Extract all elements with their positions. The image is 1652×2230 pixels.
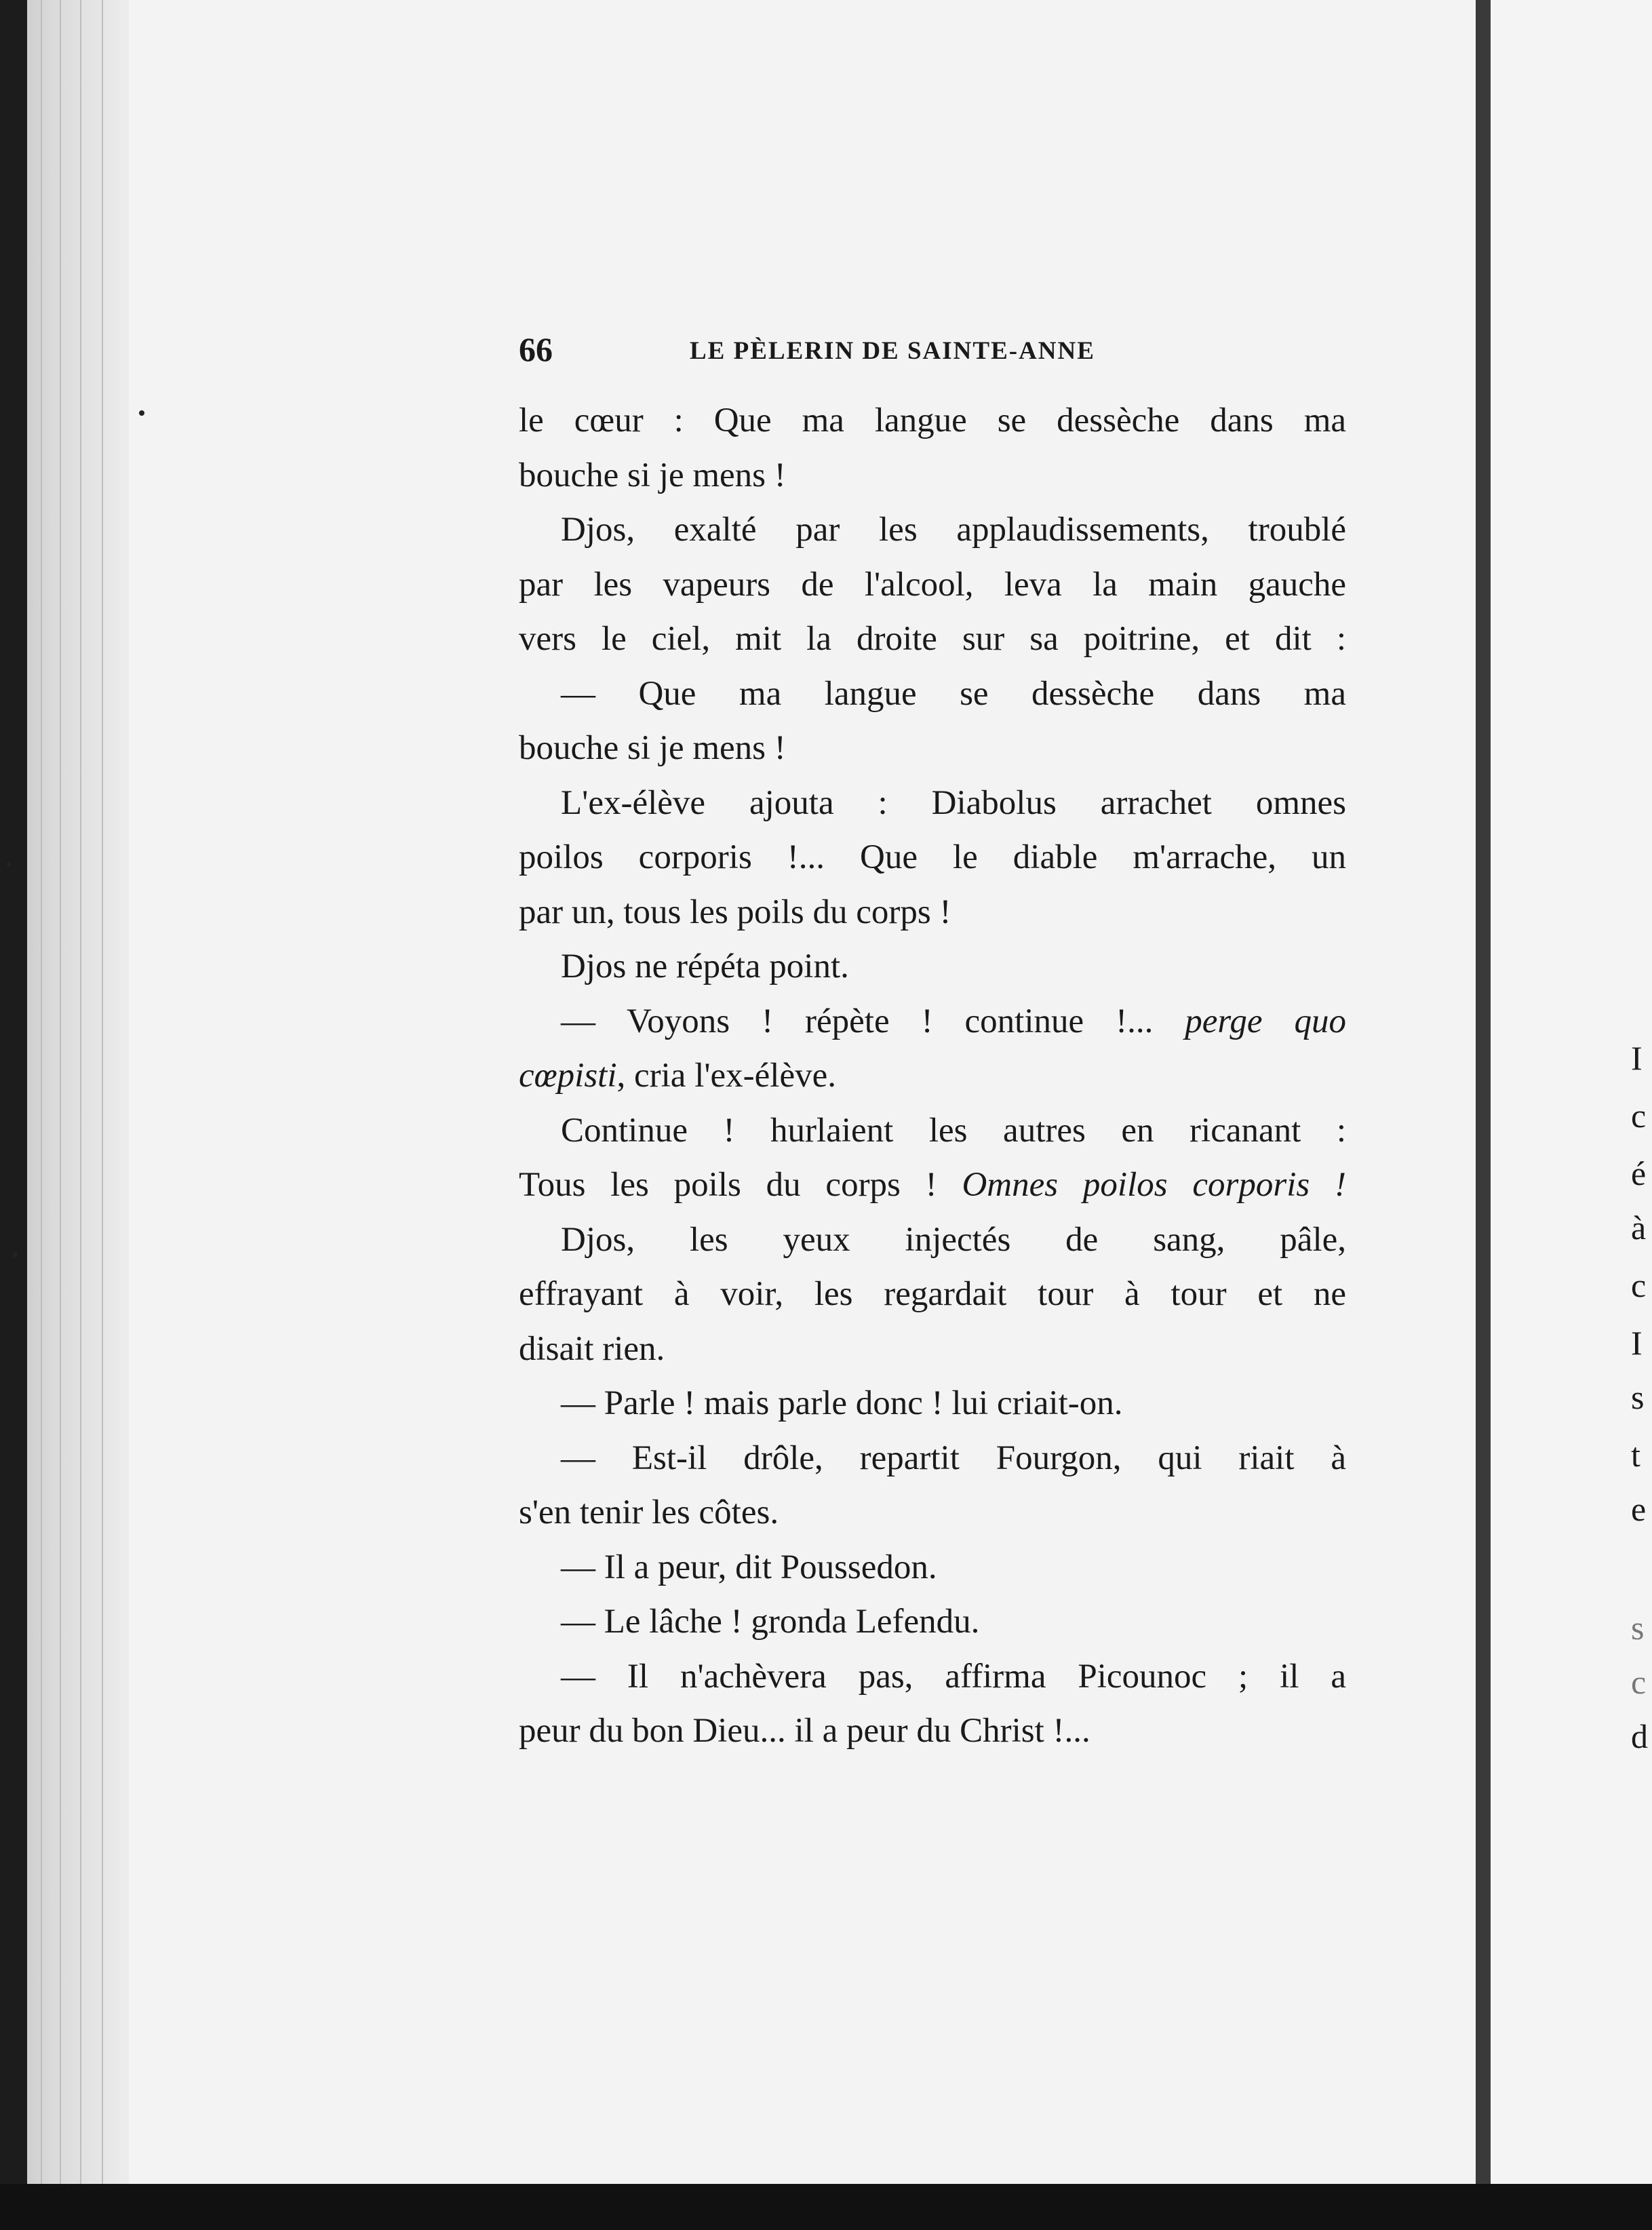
text-line: Djos ne répéta point. xyxy=(561,947,849,985)
right-page-fragment: s xyxy=(1631,1378,1645,1416)
scan-bottom-border xyxy=(0,2184,1652,2230)
text-line: effrayant à voir, les regardait tour à tour et ne xyxy=(519,1275,1346,1313)
text-line: par un, tous les poils du corps ! xyxy=(519,893,951,931)
running-head xyxy=(519,326,1346,373)
right-page-fragment: t xyxy=(1631,1436,1640,1474)
book-title: LE PÈLERIN DE SAINTE-ANNE xyxy=(690,337,1095,365)
text-segment: — Voyons ! répète ! continue !... xyxy=(561,1002,1185,1040)
text-line: poilos corporis !... Que le diable m'arrache, un xyxy=(519,838,1346,876)
right-page-fragment: c xyxy=(1631,1097,1647,1135)
right-page-fragment: c xyxy=(1631,1266,1647,1304)
text-line: par les vapeurs de l'alcool, leva la main gauche xyxy=(519,565,1346,604)
text-line: peur du bon Dieu... il a peur du Christ !... xyxy=(519,1712,1090,1750)
text-line: — Que ma langue se dessèche dans ma xyxy=(561,674,1346,713)
text-segment: Tous les poils du corps ! xyxy=(519,1166,962,1204)
latin-phrase: cœpisti xyxy=(519,1057,617,1095)
text-line xyxy=(519,1158,1346,1213)
page-edges-stack xyxy=(27,0,136,2230)
book-gutter xyxy=(1476,0,1491,2184)
right-page-fragment: à xyxy=(1631,1209,1647,1247)
page-edge-line xyxy=(41,0,42,2230)
right-page-fragment: I xyxy=(1631,1039,1643,1077)
text-line: — Le lâche ! gronda Lefendu. xyxy=(561,1603,980,1641)
page-number: 66 xyxy=(519,330,553,368)
body-text xyxy=(519,393,1346,1759)
text-line xyxy=(519,994,1346,1049)
text-line: le cœur : Que ma langue se dessèche dans ma xyxy=(519,402,1346,439)
text-line: vers le ciel, mit la droite sur sa poitrine, et dit : xyxy=(519,620,1346,658)
text-line: disait rien. xyxy=(519,1329,665,1368)
text-line: Djos, exalté par les applaudissements, troublé xyxy=(561,511,1346,549)
latin-phrase: Omnes poilos corporis ! xyxy=(962,1166,1346,1204)
text-line: Djos, les yeux injectés de sang, pâle, xyxy=(561,1220,1346,1259)
page-edge-line xyxy=(80,0,81,2230)
text-line: bouche si je mens ! xyxy=(519,456,786,494)
text-line: bouche si je mens ! xyxy=(519,729,786,767)
scan-speck xyxy=(139,410,144,416)
text-segment: , cria l'ex-élève. xyxy=(616,1057,836,1095)
page-edge-line xyxy=(60,0,61,2230)
right-page-fragment: I xyxy=(1631,1324,1643,1362)
text-line: s'en tenir les côtes. xyxy=(519,1493,779,1531)
right-page-fragment: e xyxy=(1631,1490,1647,1528)
latin-phrase: perge quo xyxy=(1185,1002,1346,1040)
text-line: — Il n'achèvera pas, affirma Picounoc ; il a xyxy=(561,1657,1346,1696)
right-page-fragment: d xyxy=(1631,1717,1648,1755)
scan-speck xyxy=(12,1251,18,1258)
right-page-fragment: s xyxy=(1631,1609,1645,1647)
text-line: — Parle ! mais parle donc ! lui criait-on. xyxy=(561,1384,1123,1422)
text-line: Continue ! hurlaient les autres en ricanant : xyxy=(561,1111,1346,1150)
scan-speck xyxy=(7,861,11,867)
right-page-fragment: é xyxy=(1631,1154,1647,1192)
right-page xyxy=(1491,0,1652,2184)
text-line xyxy=(519,1049,1346,1103)
right-page-fragment: c xyxy=(1631,1663,1647,1701)
text-line: L'ex-élève ajouta : Diabolus arrachet omnes xyxy=(561,783,1346,822)
page-edge-line xyxy=(102,0,103,2230)
text-line: — Il a peur, dit Poussedon. xyxy=(561,1548,937,1586)
text-line: — Est-il drôle, repartit Fourgon, qui riait à xyxy=(561,1439,1346,1477)
